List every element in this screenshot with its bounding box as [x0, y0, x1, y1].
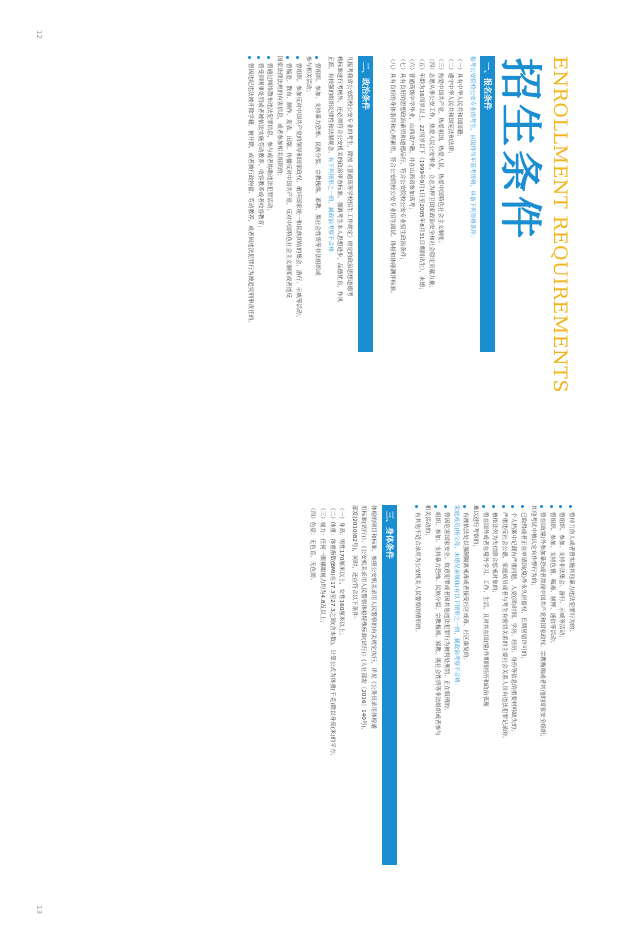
bullet-icon [569, 505, 572, 508]
title-chinese: 招生条件 [496, 58, 545, 243]
list-item: 曾通过网络散布违法犯罪信息，参与或者协助违法犯罪活动； [264, 56, 274, 366]
bullet-icon [415, 505, 418, 508]
bullet-icon [315, 56, 318, 59]
section3-paragraph: 体检的项目和标准，参照公安机关录用人民警察的有关规定执行，详见《公务员录用体检通 [370, 505, 376, 729]
bullet-icon [521, 505, 524, 508]
bullet-icon [492, 505, 495, 508]
list-item: （三）热爱中国共产党，热爱祖国，热爱人民，热爱中国特色社会主义制度； [437, 56, 444, 247]
bullet-icon [434, 505, 437, 508]
bullet-icon [296, 56, 299, 59]
list-item: 曾组织、参加反对中国共产党的领导和国家政权、破坏国家统一和民族团结的集会、游行、示威等活动； [292, 56, 302, 366]
bullet-icon [463, 505, 466, 508]
title-english: ENROLLMENT REQUIREMENTS [549, 56, 571, 393]
bullet-icon [248, 56, 251, 59]
section2-paragraph: 凡报考我省公安院校公安专业的考生，除按《普通高等学校招生工作规定》规定的政治思想道德考 [346, 56, 352, 297]
section-banner-political-conditions [358, 56, 373, 352]
bullet-icon [540, 505, 543, 508]
list-item: （四）志愿从事公安工作，热爱人民公安事业，立志为捍卫国家政治安全和社会稳定贡献力量； [427, 56, 434, 291]
bullet-icon [550, 505, 553, 508]
list-item: （二）遵守中华人民共和国宪法和法律； [446, 56, 453, 157]
list-item-continuation: 参与相关活动； [304, 56, 311, 96]
bullet-icon [257, 56, 260, 59]
list-item: 曾因危害国家安全、故意犯罪或者因其他违法犯罪行为被判处刑罚、正在服刑的； [441, 505, 451, 905]
list-item: 个人档案中记载有严重问题，入党(团)时间、学历、经历、身份等信息的重要材料缺失的； [508, 505, 518, 905]
section2-paragraph: 正派。有较强的组织纪律性和法制观念。有下列情形之一的，属政治考察不合格： [326, 56, 333, 258]
list-item-continuation: 其他考试中被认定有作弊行为的； [529, 505, 536, 589]
bullet-icon [559, 505, 562, 508]
list-item: （七）具有良好的思想政治素质和道德品行，符合公安院校公安专业招生政治条件； [398, 56, 405, 263]
section3-paragraph: 部发(2010)82号)，同时，还应符合以下条件： [350, 505, 357, 623]
list-item: 曾在国(境)外参加暴恐或者敌视中国共产党和国家政权、宗教极端或者其他的国家安全组织； [537, 505, 547, 905]
right-column-body [412, 505, 575, 905]
list-item: （二）体重：体重指数(BMI)在17.3至27.3之间(含本数)，计算公式为体重(千克)除以身高(米)的平方； [328, 505, 335, 760]
list-item-continuation: 难以进行考察的； [472, 505, 479, 550]
section1-intro: 报考公安院校公安专业的考生，应取得当年高考资格，具备下列资格条件： [469, 56, 475, 241]
list-item-continuation: 国家法律法规的有害信息，或者参加相关组织的； [275, 56, 282, 180]
section-title: 二、政治条件 [361, 62, 370, 110]
list-item: 曾受到刑事处罚或者被依法实施劳动教养、收容教养或者收容教育； [254, 56, 264, 366]
list-item: （一）具有中华人民共和国国籍； [456, 56, 463, 140]
section2-paragraph: 核标准进行考核外，还必须符合公安机关的政治审查标准。强调考生本人思想进步，品德优良，作风 [336, 56, 343, 303]
section2-body [244, 56, 353, 366]
section-title: 三、身体条件 [385, 511, 394, 559]
list-item: 被依法列为失信联合惩戒对象的； [489, 505, 499, 905]
section-banner-enrollment-conditions [480, 56, 495, 352]
list-item: 有被依法处以强制隔离戒毒或者接受社区戒毒、社区康复的； [460, 505, 470, 905]
list-item: 有其他不适合录用为公安机关人民警察的情形的。 [412, 505, 422, 905]
section-banner-physical-conditions [382, 505, 397, 865]
section3-paragraph: 用标准(试行)》、《公安机关录用人民警察体检特殊标准(试行)》(人社部发〔2016〕140号)、 [360, 505, 367, 734]
list-item: 曾编造、散布、制作、发表、出版、传播反对中国共产党、反对中国特色社会主义制度或者违反 [283, 56, 293, 366]
list-item: 曾在国外或者在境外学习、工作、生活，且对其在国(境)外期间经历和政治表现 [479, 505, 489, 905]
list-item: 曾组织、参加、支持暴力恐怖、民族分裂、宗教极端、邪教、黑社会性质等非法组织或 [312, 56, 322, 366]
list-item: 已取得或者正在申请国(境)外永久居留权、长期居留许可的； [517, 505, 527, 905]
list-item: （三）视力：任何一眼裸眼视力均为4.8及以上； [319, 505, 326, 626]
list-item: 曾因违纪违法被开除学籍、被开除，或者被行政拘留、劳动教养，或者因违法犯罪行为被追究刑事责任的。 [244, 56, 254, 366]
highlight-text: 有下列情形之一的，属政治考察不合格： [326, 156, 333, 258]
page-number-left: 12 [35, 30, 43, 39]
list-item: 曾组织、参加、支持色情、吸毒、赌博、迷信等活动； [546, 505, 556, 905]
list-item: 曾持刀伤人或者曾实施其他暴力违法犯罪行为的； [565, 505, 575, 905]
bullet-icon [482, 505, 485, 508]
list-item: 组织、参加、支持暴力恐怖、民族分裂、宗教极端、邪教、黑社会性质等非法组织或者参与 [431, 505, 441, 905]
list-item: （八）具有良好的身体条件和心理素质，符合公安院校公安专业招生面试、体检和体能测评标准。 [389, 56, 396, 297]
highlight-text: 家庭成员(指父母、未婚兄弟姐妹)有以下情形之一的，属政治考察不合格： [452, 505, 459, 689]
bullet-icon [286, 56, 289, 59]
section3-body [307, 505, 377, 915]
page-number-right: 13 [35, 905, 43, 914]
bullet-icon [511, 505, 514, 508]
list-item: 曾组织、参加、支持非法集会、游行、示威等活动； [556, 505, 566, 905]
bullet-icon [444, 505, 447, 508]
list-item: （六）普通高级中学毕业，山西省户籍，并在山西省参加高考； [408, 56, 415, 213]
bullet-icon [267, 56, 270, 59]
bullet-icon [502, 505, 505, 508]
list-item: （一）身高：男性170厘米以上，女性160厘米以上； [338, 505, 345, 639]
list-item: （四）色觉：无色盲，无色弱。 [309, 505, 316, 584]
list-item: （五）年龄为16周岁以上，22周岁以下（1999年9月1日至2005年8月31日期间出生），未婚； [418, 56, 425, 293]
list-item: 严重违反社会公德，家庭成员或者与考生有密切关系的主要社会关系人员有违法犯罪记录的； [498, 505, 508, 905]
section-title: 一、报名条件 [483, 62, 492, 110]
list-item-continuation: 相关活动的； [424, 505, 431, 539]
section1-body [387, 56, 476, 356]
